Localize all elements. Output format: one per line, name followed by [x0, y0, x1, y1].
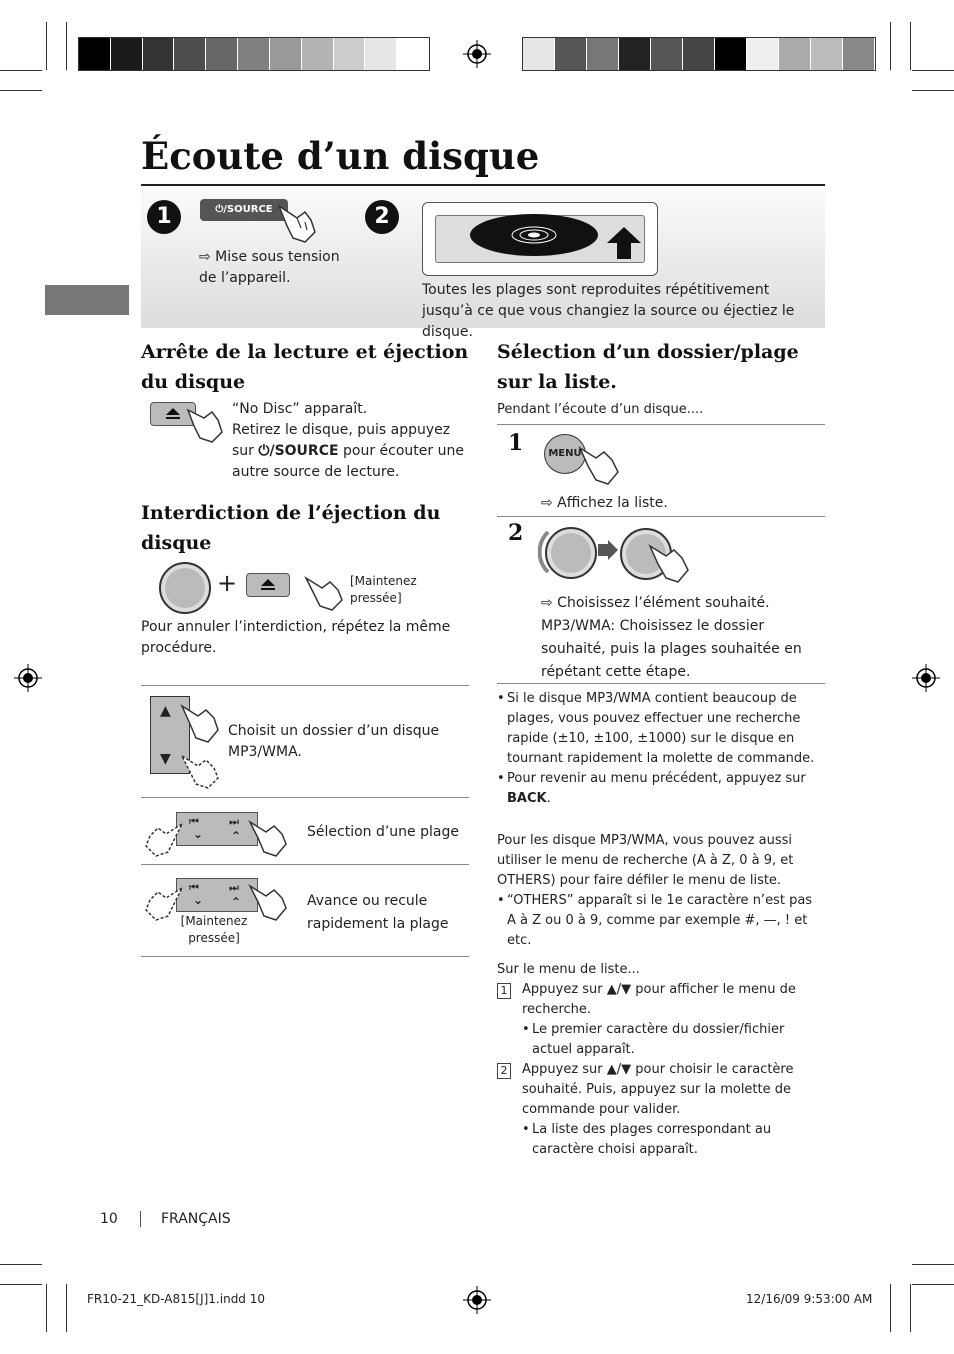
prev-track-icon: ⏮ — [189, 815, 199, 828]
pointing-hand-icon — [180, 700, 222, 744]
next-track-icon: ⏭ — [229, 881, 239, 894]
step-2-badge: 2 — [365, 200, 399, 234]
select-intro: Pendant l’écoute d’un disque.... — [497, 402, 704, 417]
note-bullet — [497, 769, 823, 809]
step-number-box: 2 — [497, 1063, 511, 1079]
note-bullet: • Si le disque MP3/WMA contient beaucoup de plages, vous pouvez effectuer une recherche rapide (±10, ±100, ±1000) sur le disque en tournant rapidement la molette de commande. — [497, 689, 823, 769]
step-1-badge: 1 — [147, 200, 181, 234]
step-rule — [497, 516, 825, 517]
color-swatch — [111, 38, 143, 70]
pointing-hand-icon — [304, 572, 348, 612]
step-2-text: Toutes les plages sont reproduites répétitivement jusqu’à ce que vous changiez la source ou éjectiez le disque. — [422, 282, 795, 340]
color-swatch — [238, 38, 270, 70]
step-2-line2: MP3/WMA: Choisissez le dossier souhaité, puis la plages souhaitée en répétant cette étape. — [541, 618, 802, 680]
folder-text: Choisit un dossier d’un disque MP3/WMA. — [228, 723, 440, 760]
list-step-1 — [497, 980, 823, 1060]
step-2-text — [541, 592, 811, 684]
step-1-text: ⇨ Mise sous tension de l’appareil. — [199, 249, 340, 286]
color-swatch — [365, 38, 397, 70]
color-swatch — [270, 38, 302, 70]
eject-arrow-icon — [607, 227, 641, 259]
print-timestamp: 12/16/09 9:53:00 AM — [746, 1292, 873, 1306]
registration-mark-icon — [14, 664, 42, 692]
eject-icon — [247, 574, 289, 596]
step-2-line1: ⇨ Choisissez l’élément souhaité. — [541, 595, 770, 611]
pointing-hand-icon — [578, 442, 622, 486]
color-swatch — [619, 38, 651, 70]
table-rule — [141, 956, 469, 957]
track-skip-buttons[interactable] — [176, 812, 258, 846]
step-2-number: 2 — [508, 520, 524, 546]
disc-slot-illustration — [422, 202, 658, 276]
down-icon: ⌄ — [193, 893, 204, 907]
list-step-2-text: Appuyez sur ▲/▼ pour choisir le caractère souhaité. Puis, appuyez sur la molette de commande pour valider. — [522, 1062, 794, 1117]
back-note-text: Pour revenir au menu précédent, appuyez sur — [507, 771, 806, 786]
down-icon: ⌄ — [193, 827, 204, 841]
hold-note: [Maintenez pressée] — [180, 914, 248, 945]
seek-text: Avance ou recule rapidement la plage — [307, 893, 449, 932]
search-menu-paragraph: Pour les disque MP3/WMA, vous pouvez aussi utiliser le menu de recherche (A à Z, 0 à 9, et OTHERS) pour faire défiler le menu de liste. — [497, 833, 794, 888]
section-prohibit-heading: Interdiction de l’éjection du disque — [141, 502, 441, 554]
color-swatch — [206, 38, 238, 70]
control-dial[interactable] — [159, 562, 211, 614]
section-stop-text — [232, 399, 472, 483]
next-track-icon: ⏭ — [229, 815, 239, 828]
back-label: BACK — [507, 791, 547, 806]
track-select-text: Sélection d’une plage — [307, 824, 459, 840]
up-icon: ⌃ — [231, 829, 242, 843]
color-swatch — [555, 38, 587, 70]
disc-icon — [469, 213, 599, 257]
source-rest: pour écouter une autre source de lecture. — [232, 443, 464, 480]
remove-disc-line: Retirez le disque, puis appuyez sur — [232, 422, 451, 459]
section-select-heading: Sélection d’un dossier/plage sur la liste. — [497, 341, 799, 393]
pointing-hand-icon — [248, 816, 290, 858]
up-icon: ⌃ — [231, 895, 242, 909]
footer-language: FRANÇAIS — [161, 1211, 231, 1227]
color-swatch — [683, 38, 715, 70]
list-step-1-note: • Le premier caractère du dossier/fichier actuel apparaît. — [522, 1020, 823, 1060]
notes-block — [497, 689, 823, 1160]
pointing-hand-icon — [648, 540, 692, 584]
list-menu-intro: Sur le menu de liste... — [497, 962, 640, 977]
color-bar-right — [522, 37, 876, 71]
color-swatch — [143, 38, 175, 70]
source-button[interactable]: ⏻/SOURCE — [200, 199, 288, 221]
no-disc-line: “No Disc” apparaît. — [232, 401, 368, 417]
registration-mark-icon — [463, 1286, 491, 1314]
eject-button-hold[interactable] — [246, 573, 290, 597]
step-1-number: 1 — [508, 430, 524, 456]
color-bar-left — [78, 37, 430, 71]
footer-separator — [140, 1211, 141, 1227]
table-rule — [141, 864, 469, 865]
back-note-end: . — [546, 791, 551, 806]
table-rule — [141, 797, 469, 798]
page-title: Écoute d’un disque — [141, 134, 540, 178]
section-tab — [45, 285, 129, 315]
step-1-text: ⇨ Affichez la liste. — [541, 495, 668, 511]
color-swatch — [397, 38, 429, 70]
table-rule — [141, 685, 469, 686]
page-number: 10 — [100, 1211, 118, 1227]
folder-updown-buttons[interactable]: ▲ ▼ — [150, 696, 190, 774]
track-seek-buttons[interactable] — [176, 878, 258, 912]
color-swatch — [587, 38, 619, 70]
color-swatch — [523, 38, 555, 70]
color-swatch — [843, 38, 875, 70]
section-stop-heading: Arrête de la lecture et éjection du disque — [141, 341, 469, 393]
plus-sign: + — [217, 569, 238, 597]
note-bullet: • “OTHERS” apparaît si le 1e caractère n’est pas A à Z ou 0 à 9, comme par exemple #, —, ! et etc. — [497, 891, 823, 951]
menu-button[interactable]: MENU — [544, 434, 586, 474]
prev-track-icon: ⏮ — [189, 881, 199, 894]
step-rule — [497, 683, 825, 684]
rotate-arrow-icon — [538, 522, 600, 582]
hold-note: [Maintenez pressée] — [350, 574, 417, 605]
step-rule — [497, 424, 825, 425]
registration-mark-icon — [912, 664, 940, 692]
file-name: FR10-21_KD-A815[J]1.indd 10 — [87, 1292, 266, 1306]
list-step-2-note: • La liste des plages correspondant au caractère choisi apparaît. — [522, 1120, 823, 1160]
list-step-1-text: Appuyez sur ▲/▼ pour afficher le menu de recherche. — [522, 982, 796, 1017]
step-number-box: 1 — [497, 983, 511, 999]
registration-mark-icon — [463, 40, 491, 68]
color-swatch — [334, 38, 366, 70]
title-rule — [141, 184, 825, 186]
pointing-hand-icon — [248, 880, 290, 922]
color-swatch — [715, 38, 747, 70]
source-label: ⏻/SOURCE — [258, 443, 339, 459]
pointing-hand-outline-icon — [144, 818, 184, 858]
cancel-text: Pour annuler l’interdiction, répétez la même procédure. — [141, 619, 451, 656]
color-swatch — [747, 38, 779, 70]
color-swatch — [174, 38, 206, 70]
color-swatch — [651, 38, 683, 70]
color-swatch — [779, 38, 811, 70]
arrow-right-icon — [598, 540, 618, 560]
pointing-hand-outline-icon — [180, 752, 222, 790]
color-swatch — [811, 38, 843, 70]
list-step-2 — [497, 1060, 823, 1160]
pointing-hand-icon — [275, 200, 320, 244]
pointing-hand-icon — [186, 402, 226, 444]
color-swatch — [79, 38, 111, 70]
color-swatch — [302, 38, 334, 70]
